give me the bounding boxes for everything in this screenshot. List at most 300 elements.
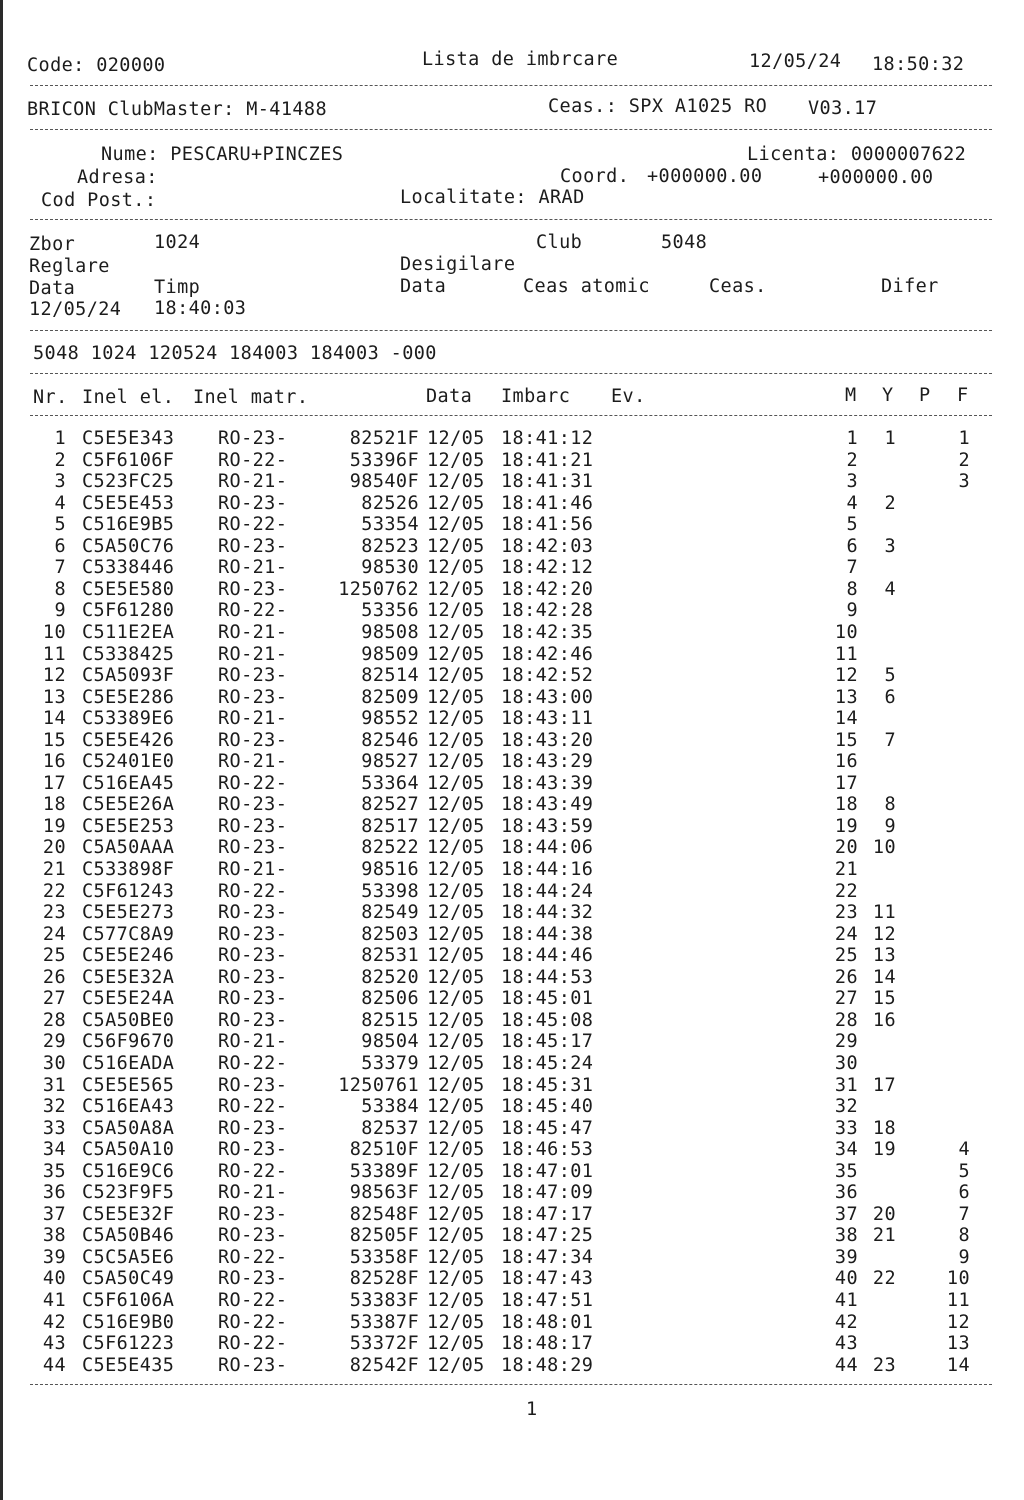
ring-prefix: RO-23- [218, 578, 288, 600]
rank-y: 6 [884, 686, 896, 708]
ring-electronic: C5E5E580 [82, 578, 175, 600]
rank-y: 17 [872, 1074, 896, 1096]
reglare-time-label: Timp [154, 277, 201, 298]
rank-m: 6 [846, 535, 858, 557]
rank-f: 11 [946, 1290, 970, 1311]
row-number: 44 [42, 1354, 66, 1376]
arrival-time: 18:47:25 [501, 1225, 594, 1247]
col-header-m: M [845, 385, 857, 406]
rank-f: 1 [958, 428, 970, 449]
rank-m: 38 [834, 1225, 858, 1247]
row-number: 9 [54, 600, 66, 622]
arrival-time: 18:42:28 [501, 600, 594, 622]
arrival-date: 12/05 [427, 1009, 485, 1031]
arrival-time: 18:41:56 [501, 514, 594, 536]
arrival-date: 12/05 [427, 1117, 485, 1139]
rank-f: 10 [946, 1268, 970, 1290]
atomic-clock-label: Ceas atomic [523, 276, 650, 297]
arrival-time: 18:43:00 [501, 686, 594, 708]
ring-electronic: C53389E6 [82, 708, 175, 730]
ring-prefix: RO-21- [218, 471, 288, 493]
ring-number: 82546 [361, 729, 419, 751]
arrival-time: 18:45:31 [501, 1074, 594, 1096]
rank-y: 2 [884, 492, 896, 514]
ring-electronic: C5E5E565 [82, 1074, 175, 1096]
arrival-time: 18:47:34 [501, 1246, 594, 1268]
ring-electronic: C523FC25 [82, 471, 175, 493]
rank-m: 29 [834, 1031, 858, 1053]
arrival-time: 18:43:11 [501, 708, 594, 730]
row-number: 28 [42, 1009, 66, 1031]
firmware-version: V03.17 [808, 98, 878, 119]
row-number: 18 [42, 794, 66, 816]
arrival-time: 18:43:20 [501, 729, 594, 751]
ring-number: 98552 [361, 708, 419, 730]
rank-m: 27 [834, 988, 858, 1010]
rank-m: 9 [846, 600, 858, 622]
arrival-date: 12/05 [427, 557, 485, 579]
arrival-time: 18:43:59 [501, 815, 594, 837]
reglare-date-label: Data [29, 278, 76, 299]
ring-electronic: C5F6106A [82, 1290, 175, 1311]
ring-electronic: C5E5E32A [82, 966, 175, 988]
ring-electronic: C516E9B5 [82, 514, 175, 536]
ring-electronic: C5E5E343 [82, 428, 175, 449]
ring-prefix: RO-21- [218, 708, 288, 730]
coord-x: +000000.00 [647, 166, 763, 187]
arrival-date: 12/05 [427, 471, 485, 493]
row-number: 29 [42, 1031, 66, 1053]
ring-prefix: RO-22- [218, 772, 288, 794]
col-header-p: P [919, 385, 931, 406]
rank-y: 18 [872, 1117, 896, 1139]
arrival-time: 18:41:21 [501, 449, 594, 471]
ring-number: 82515 [361, 1009, 419, 1031]
arrival-date: 12/05 [427, 988, 485, 1010]
rank-m: 14 [834, 708, 858, 730]
rank-m: 44 [834, 1354, 858, 1376]
clock-label: Ceas. [709, 276, 767, 297]
rank-m: 32 [834, 1096, 858, 1118]
rank-f: 3 [958, 471, 970, 493]
ring-prefix: RO-22- [218, 1333, 288, 1355]
row-number: 14 [42, 708, 66, 730]
ring-electronic: C516E9B0 [82, 1311, 175, 1333]
row-number: 5 [54, 514, 66, 536]
rank-y: 11 [872, 902, 896, 924]
arrival-date: 12/05 [427, 815, 485, 837]
ring-prefix: RO-23- [218, 1225, 288, 1247]
ring-prefix: RO-22- [218, 1311, 288, 1333]
arrival-time: 18:47:51 [501, 1290, 594, 1311]
ring-prefix: RO-23- [218, 837, 288, 859]
ring-electronic: C516E9C6 [82, 1160, 175, 1182]
rank-f: 9 [958, 1246, 970, 1268]
rank-m: 17 [834, 772, 858, 794]
arrival-date: 12/05 [427, 902, 485, 924]
ring-electronic: C5E5E426 [82, 729, 175, 751]
ring-electronic: C5E5E246 [82, 945, 175, 967]
arrival-time: 18:45:40 [501, 1096, 594, 1118]
ring-number: 98504 [361, 1031, 419, 1053]
rank-m: 42 [834, 1311, 858, 1333]
arrival-date: 12/05 [427, 1203, 485, 1225]
rank-m: 21 [834, 859, 858, 880]
ring-electronic: C5E5E453 [82, 492, 175, 514]
arrival-date: 12/05 [427, 1268, 485, 1290]
rank-f: 5 [958, 1160, 970, 1182]
rank-m: 16 [834, 751, 858, 773]
ring-number: 82514 [361, 665, 419, 687]
arrival-time: 18:48:01 [501, 1311, 594, 1333]
flight-number: 1024 [154, 232, 201, 253]
ring-prefix: RO-23- [218, 902, 288, 924]
ring-prefix: RO-23- [218, 729, 288, 751]
coord-y: +000000.00 [818, 167, 934, 188]
rank-m: 24 [834, 923, 858, 945]
rank-f: 8 [958, 1225, 970, 1247]
ring-prefix: RO-23- [218, 1354, 288, 1376]
row-number: 17 [42, 772, 66, 794]
arrival-date: 12/05 [427, 1354, 485, 1376]
ring-prefix: RO-23- [218, 1117, 288, 1139]
code-label: Code: 020000 [27, 55, 166, 76]
ring-number: 82527 [361, 794, 419, 816]
arrival-time: 18:46:53 [501, 1139, 594, 1161]
ring-number: 82528F [349, 1268, 419, 1290]
rank-y: 8 [884, 794, 896, 816]
ring-electronic: C5C5A5E6 [82, 1246, 175, 1268]
rank-m: 7 [846, 557, 858, 579]
arrival-time: 18:45:24 [501, 1052, 594, 1074]
arrival-date: 12/05 [427, 1225, 485, 1247]
rank-m: 13 [834, 686, 858, 708]
ring-prefix: RO-23- [218, 794, 288, 816]
ring-number: 1250762 [338, 578, 419, 600]
row-number: 19 [42, 815, 66, 837]
row-number: 32 [42, 1096, 66, 1118]
postal-code-label: Cod Post.: [41, 190, 157, 211]
arrival-date: 12/05 [427, 772, 485, 794]
arrival-date: 12/05 [427, 514, 485, 536]
rank-y: 3 [884, 535, 896, 557]
rank-m: 26 [834, 966, 858, 988]
ring-number: 53364 [361, 772, 419, 794]
arrival-time: 18:41:31 [501, 471, 594, 493]
ring-electronic: C5A50BE0 [82, 1009, 175, 1031]
arrival-time: 18:47:17 [501, 1203, 594, 1225]
arrival-date: 12/05 [427, 923, 485, 945]
ring-electronic: C5A50C49 [82, 1268, 175, 1290]
rank-m: 4 [846, 492, 858, 514]
rank-m: 34 [834, 1139, 858, 1161]
row-number: 8 [54, 578, 66, 600]
ring-prefix: RO-21- [218, 1031, 288, 1053]
row-number: 6 [54, 535, 66, 557]
rank-m: 12 [834, 665, 858, 687]
rank-m: 19 [834, 815, 858, 837]
address-label: Adresa: [77, 167, 158, 188]
arrival-date: 12/05 [427, 880, 485, 902]
divider [30, 1384, 992, 1385]
arrival-time: 18:42:52 [501, 665, 594, 687]
row-number: 39 [42, 1246, 66, 1268]
arrival-date: 12/05 [427, 794, 485, 816]
difference-label: Difer [881, 276, 939, 297]
rank-y: 12 [872, 923, 896, 945]
arrival-time: 18:42:46 [501, 643, 594, 665]
arrival-time: 18:43:29 [501, 751, 594, 773]
ring-number: 82542F [349, 1354, 419, 1376]
rank-y: 7 [884, 729, 896, 751]
arrival-date: 12/05 [427, 1096, 485, 1118]
ring-prefix: RO-22- [218, 880, 288, 902]
row-number: 30 [42, 1052, 66, 1074]
ring-number: 82522 [361, 837, 419, 859]
rank-m: 2 [846, 449, 858, 471]
rank-m: 35 [834, 1160, 858, 1182]
summary-line: 5048 1024 120524 184003 184003 -000 [33, 343, 437, 364]
row-number: 22 [42, 880, 66, 902]
rank-m: 8 [846, 578, 858, 600]
rank-y: 10 [872, 837, 896, 859]
ring-prefix: RO-23- [218, 535, 288, 557]
arrival-date: 12/05 [427, 643, 485, 665]
ring-prefix: RO-21- [218, 643, 288, 665]
ring-number: 53354 [361, 514, 419, 536]
arrival-date: 12/05 [427, 1246, 485, 1268]
ring-prefix: RO-23- [218, 966, 288, 988]
ring-number: 53396F [349, 449, 419, 471]
rank-m: 10 [834, 621, 858, 643]
row-number: 24 [42, 923, 66, 945]
row-number: 16 [42, 751, 66, 773]
rank-m: 11 [834, 643, 858, 665]
rank-y: 19 [872, 1139, 896, 1161]
arrival-time: 18:44:06 [501, 837, 594, 859]
arrival-date: 12/05 [427, 1160, 485, 1182]
ring-electronic: C516EA45 [82, 772, 175, 794]
ring-number: 82517 [361, 815, 419, 837]
rank-y: 14 [872, 966, 896, 988]
ring-electronic: C5A50C76 [82, 535, 175, 557]
col-header-f: F [957, 385, 969, 406]
arrival-time: 18:48:29 [501, 1354, 594, 1376]
ring-electronic: C52401E0 [82, 751, 175, 773]
row-number: 25 [42, 945, 66, 967]
arrival-time: 18:44:46 [501, 945, 594, 967]
row-number: 10 [42, 621, 66, 643]
rank-m: 22 [834, 880, 858, 902]
rank-f: 13 [946, 1333, 970, 1355]
row-number: 21 [42, 859, 66, 880]
row-number: 3 [54, 471, 66, 493]
rank-f: 4 [958, 1139, 970, 1161]
arrival-date: 12/05 [427, 1290, 485, 1311]
rank-m: 5 [846, 514, 858, 536]
col-header-inel-el: Inel el. [82, 387, 175, 408]
ring-number: 82521F [349, 428, 419, 449]
ring-prefix: RO-23- [218, 428, 288, 449]
ring-prefix: RO-23- [218, 1009, 288, 1031]
rank-m: 36 [834, 1182, 858, 1204]
ring-prefix: RO-22- [218, 600, 288, 622]
arrival-time: 18:45:17 [501, 1031, 594, 1053]
col-header-y: Y [882, 385, 894, 406]
ring-prefix: RO-21- [218, 751, 288, 773]
ring-number: 98540F [349, 471, 419, 493]
rank-y: 23 [872, 1354, 896, 1376]
arrival-date: 12/05 [427, 600, 485, 622]
arrival-date: 12/05 [427, 1074, 485, 1096]
arrival-time: 18:41:12 [501, 428, 594, 449]
ring-prefix: RO-23- [218, 988, 288, 1010]
ring-prefix: RO-22- [218, 1096, 288, 1118]
ring-electronic: C56F9670 [82, 1031, 175, 1053]
row-number: 1 [54, 428, 66, 449]
row-number: 33 [42, 1117, 66, 1139]
ring-prefix: RO-21- [218, 557, 288, 579]
ring-number: 82531 [361, 945, 419, 967]
arrival-date: 12/05 [427, 1052, 485, 1074]
arrival-time: 18:44:53 [501, 966, 594, 988]
rank-m: 25 [834, 945, 858, 967]
ring-number: 53358F [349, 1246, 419, 1268]
ring-prefix: RO-21- [218, 1182, 288, 1204]
ring-electronic: C5E5E253 [82, 815, 175, 837]
ring-electronic: C5A50B46 [82, 1225, 175, 1247]
ring-number: 82526 [361, 492, 419, 514]
ring-electronic: C5F61223 [82, 1333, 175, 1355]
row-number: 23 [42, 902, 66, 924]
rank-m: 39 [834, 1246, 858, 1268]
ring-prefix: RO-22- [218, 449, 288, 471]
arrival-date: 12/05 [427, 1031, 485, 1053]
reglare-label: Reglare [29, 256, 110, 277]
license-number: Licenta: 0000007622 [747, 144, 967, 165]
row-number: 31 [42, 1074, 66, 1096]
ring-electronic: C5A50A8A [82, 1117, 175, 1139]
ring-prefix: RO-23- [218, 665, 288, 687]
ring-electronic: C5F61280 [82, 600, 175, 622]
ring-electronic: C577C8A9 [82, 923, 175, 945]
ring-number: 82509 [361, 686, 419, 708]
rank-m: 18 [834, 794, 858, 816]
clock-model: Ceas.: SPX A1025 RO [548, 96, 768, 117]
row-number: 12 [42, 665, 66, 687]
coord-label: Coord. [560, 166, 630, 187]
rank-f: 6 [958, 1182, 970, 1204]
ring-prefix: RO-23- [218, 1074, 288, 1096]
ring-number: 53398 [361, 880, 419, 902]
rank-m: 3 [846, 471, 858, 493]
locality: Localitate: ARAD [400, 187, 585, 208]
rank-m: 15 [834, 729, 858, 751]
arrival-date: 12/05 [427, 492, 485, 514]
rank-m: 20 [834, 837, 858, 859]
rank-f: 7 [958, 1203, 970, 1225]
arrival-time: 18:47:43 [501, 1268, 594, 1290]
rank-m: 41 [834, 1290, 858, 1311]
row-number: 36 [42, 1182, 66, 1204]
ring-prefix: RO-22- [218, 1290, 288, 1311]
row-number: 37 [42, 1203, 66, 1225]
rank-y: 21 [872, 1225, 896, 1247]
arrival-time: 18:44:38 [501, 923, 594, 945]
arrival-date: 12/05 [427, 535, 485, 557]
ring-number: 82520 [361, 966, 419, 988]
rank-y: 4 [884, 578, 896, 600]
rank-m: 43 [834, 1333, 858, 1355]
row-number: 4 [54, 492, 66, 514]
arrival-time: 18:44:32 [501, 902, 594, 924]
ring-number: 98508 [361, 621, 419, 643]
arrival-date: 12/05 [427, 729, 485, 751]
ring-prefix: RO-23- [218, 1268, 288, 1290]
page-number: 1 [526, 1399, 538, 1420]
ring-number: 98527 [361, 751, 419, 773]
ring-prefix: RO-23- [218, 945, 288, 967]
arrival-time: 18:44:16 [501, 859, 594, 880]
rank-y: 5 [884, 665, 896, 687]
document-title: Lista de imbrcare [422, 49, 619, 70]
ring-electronic: C5E5E32F [82, 1203, 175, 1225]
col-header-ev: Ev. [611, 386, 646, 407]
ring-prefix: RO-23- [218, 1139, 288, 1161]
ring-number: 53389F [349, 1160, 419, 1182]
row-number: 20 [42, 837, 66, 859]
ring-number: 82523 [361, 535, 419, 557]
arrival-date: 12/05 [427, 449, 485, 471]
rank-m: 33 [834, 1117, 858, 1139]
arrival-time: 18:45:47 [501, 1117, 594, 1139]
ring-electronic: C5E5E273 [82, 902, 175, 924]
ring-electronic: C5A5093F [82, 665, 175, 687]
ring-electronic: C5E5E26A [82, 794, 175, 816]
row-number: 41 [42, 1290, 66, 1311]
row-number: 11 [42, 643, 66, 665]
arrival-date: 12/05 [427, 859, 485, 880]
row-number: 2 [54, 449, 66, 471]
arrival-date: 12/05 [427, 428, 485, 449]
ring-electronic: C5A50A10 [82, 1139, 175, 1161]
ring-prefix: RO-22- [218, 1160, 288, 1182]
ring-number: 53387F [349, 1311, 419, 1333]
arrival-date: 12/05 [427, 1311, 485, 1333]
row-number: 26 [42, 966, 66, 988]
row-number: 15 [42, 729, 66, 751]
header-date: 12/05/24 [749, 51, 842, 72]
ring-electronic: C533898F [82, 859, 175, 880]
ring-prefix: RO-21- [218, 621, 288, 643]
rank-y: 20 [872, 1203, 896, 1225]
flight-label: Zbor [29, 234, 76, 255]
rank-y: 22 [872, 1268, 896, 1290]
arrival-date: 12/05 [427, 945, 485, 967]
col-header-nr: Nr. [33, 387, 68, 408]
arrival-date: 12/05 [427, 686, 485, 708]
ring-number: 98509 [361, 643, 419, 665]
ring-number: 82506 [361, 988, 419, 1010]
ring-number: 98530 [361, 557, 419, 579]
row-number: 27 [42, 988, 66, 1010]
row-number: 13 [42, 686, 66, 708]
arrival-time: 18:45:08 [501, 1009, 594, 1031]
ring-prefix: RO-23- [218, 492, 288, 514]
rank-y: 1 [884, 428, 896, 449]
arrival-date: 12/05 [427, 1333, 485, 1355]
reglare-time-value: 18:40:03 [154, 298, 247, 319]
